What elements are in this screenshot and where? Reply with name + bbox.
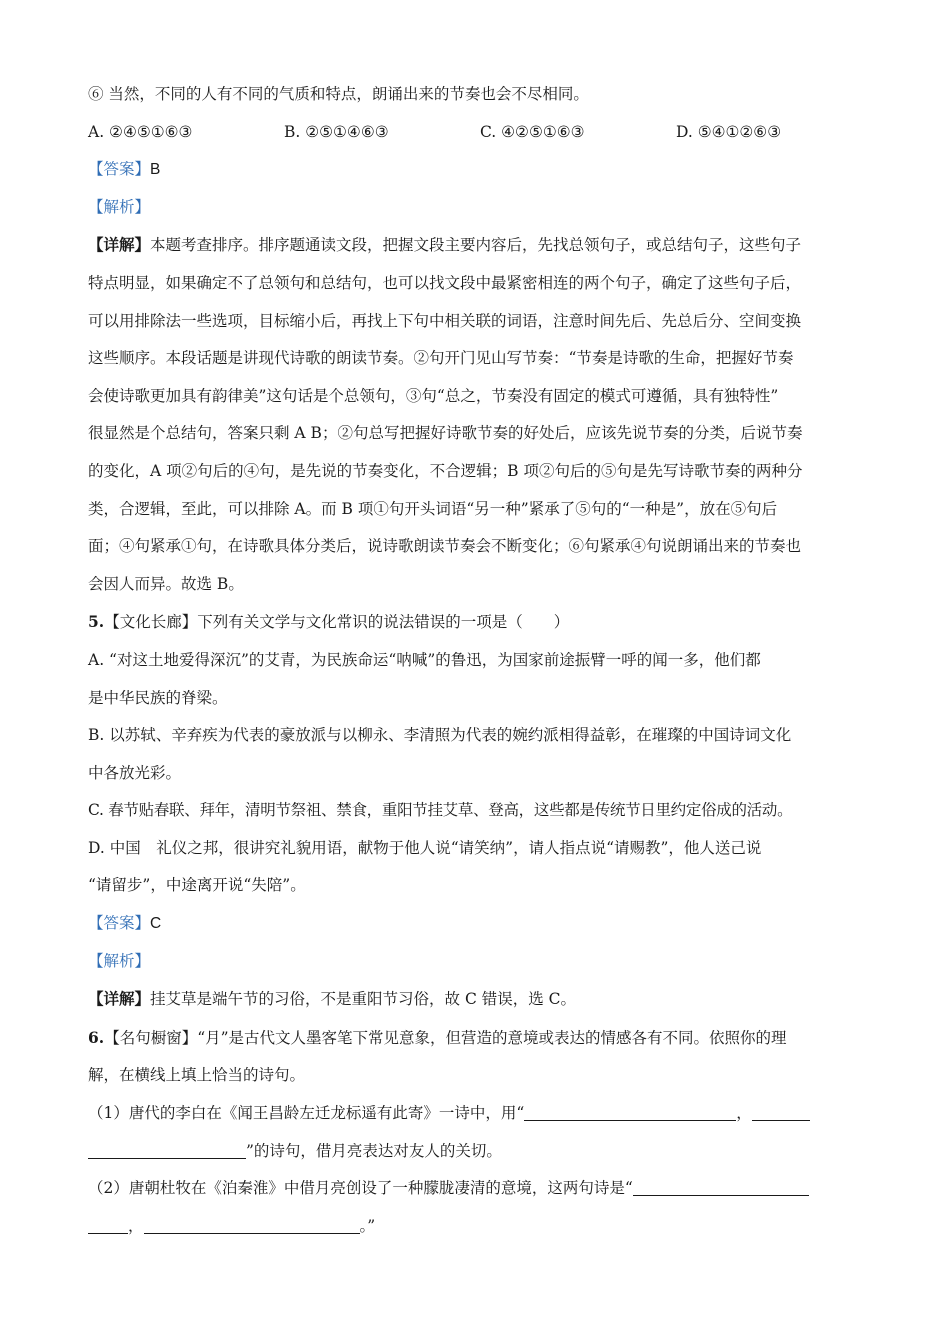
q4-detail-line-4: 这些顺序。本段话题是讲现代诗歌的朗读节奏。②句开门见山写节奏：“节奏是诗歌的生命，把握好节奏: [88, 349, 794, 368]
q5-option-d-line-1: D. 中国 礼仪之邦，很讲究礼貌用语，献物于他人说“请笑纳”，请人指点说“请赐教”，他人送己说: [88, 838, 762, 857]
q4-detail-line-3: 可以用排除法一些选项，目标缩小后，再找上下句中相关联的词语，注意时间先后、先总后分、空间变换: [88, 311, 802, 330]
q6-item1-suffix: ”的诗句，借月亮表达对友人的关切。: [246, 1141, 502, 1160]
q4-option-a: A. ②④⑤①⑥③: [88, 122, 193, 141]
q5-option-c: C. 春节贴春联、拜年，清明节祭祖、禁食，重阳节挂艾草、登高，这些都是传统节日里约定俗成的活动。: [88, 801, 793, 820]
q5-analysis-tag: 【解析】: [88, 951, 151, 970]
q6-tag: 【名句橱窗】: [104, 1028, 198, 1047]
q5-option-b-line-1: B. 以苏轼、辛弃疾为代表的豪放派与以柳永、李清照为代表的婉约派相得益彰，在璀璨的中国诗词文化: [88, 726, 792, 745]
q4-statement-6: ⑥ 当然，不同的人有不同的气质和特点，朗诵出来的节奏也会不尽相同。: [88, 85, 589, 103]
q5-tag: 【文化长廊】: [104, 613, 198, 632]
q6-item2-suffix: 。”: [359, 1216, 376, 1235]
q6-item1-line-1: [88, 1095, 866, 1133]
document-page: [88, 76, 866, 1245]
q4-analysis-tag: 【解析】: [88, 197, 151, 216]
q6-item2-line-2: [88, 1208, 866, 1246]
q6-stem-line-2: 解，在横线上填上恰当的诗句。: [88, 1066, 306, 1085]
q4-answer: B: [150, 161, 161, 179]
q4-detail-line-7: 的变化，A 项②句后的④句，是先说的节奏变化，不合逻辑；B 项②句后的⑤句是先写诗歌节奏的两种分: [88, 461, 803, 480]
q4-detail-line-2: 特点明显，如果确定不了总领句和总结句，也可以找文段中最紧密相连的两个句子，确定了这些句子后，: [88, 273, 802, 292]
q6-item2-comma: ，: [128, 1216, 144, 1235]
q6-stem-line-1: [88, 1019, 866, 1058]
q4-detail-line-1: [88, 226, 866, 265]
q6-item1-blank-1[interactable]: [524, 1104, 736, 1121]
q4-detail-text: 本题考查排序。排序题通读文段，把握文段主要内容后，先找总领句子，或总结句子，这些句子: [150, 236, 802, 255]
q5-option-a-line-2: 是中华民族的脊梁。: [88, 688, 228, 707]
q4-detail-line-5: 会使诗歌更加具有韵律美”这句话是个总领句，③句“总之，节奏没有固定的模式可遵循，具有独特性”: [88, 386, 779, 405]
q5-detail-tag: 【详解】: [88, 989, 151, 1009]
q5-answer-line: [88, 905, 866, 943]
q6-item2-blank-1a[interactable]: [633, 1179, 809, 1196]
q5-stem: [88, 603, 866, 642]
q6-item1-line-2: [88, 1133, 866, 1171]
q4-option-c: C. ④②⑤①⑥③: [480, 122, 585, 141]
q5-detail-text: 挂艾草是端午节的习俗，不是重阳节习俗，故 C 错误，选 C。: [150, 990, 577, 1009]
q4-detail-line-6: 很显然是个总结句，答案只剩 A B；②句总写把握好诗歌节奏的好处后，应该先说节奏的分类，后说节奏: [88, 424, 803, 443]
q5-answer-tag: 【答案】: [88, 914, 151, 933]
q6-item1-blank-2b[interactable]: [88, 1142, 246, 1159]
q6-item2-prefix: （2）唐朝杜牧在《泊秦淮》中借月亮创设了一种朦胧凄清的意境，这两句诗是“: [88, 1179, 633, 1198]
q5-answer: C: [150, 915, 162, 933]
q4-option-b: B. ②⑤①④⑥③: [284, 122, 389, 141]
q5-number: 5.: [88, 612, 105, 632]
q4-option-d: D. ⑤④①②⑥③: [676, 122, 782, 141]
q4-options: [88, 114, 866, 152]
q4-answer-line: [88, 151, 866, 189]
q5-option-d-line-2: “请留步”，中途离开说“失陪”。: [88, 876, 306, 895]
q6-stem-text-1: “月”是古代文人墨客笔下常见意象，但营造的意境或表达的情感各有不同。依照你的理: [197, 1028, 787, 1047]
q5-option-a-line-1: A. “对这土地爱得深沉”的艾青，为民族命运“呐喊”的鲁迅，为国家前途振臂一呼的闻一多，他们都: [88, 650, 761, 669]
q6-item2-blank-1b[interactable]: [88, 1217, 128, 1234]
q6-item2-line-1: [88, 1170, 866, 1208]
q5-detail-line: [88, 980, 866, 1019]
q4-detail-line-10: 会因人而异。故选 B。: [88, 574, 244, 593]
q5-stem-text: 下列有关文学与文化常识的说法错误的一项是（ ）: [197, 613, 570, 632]
q6-item1-comma: ，: [736, 1104, 752, 1123]
q6-item1-blank-2a[interactable]: [752, 1104, 810, 1121]
q6-item2-blank-2[interactable]: [144, 1217, 360, 1234]
q4-detail-line-9: 面；④句紧承①句，在诗歌具体分类后，说诗歌朗读节奏会不断变化；⑥句紧承④句说朗诵出来的节奏也: [88, 537, 802, 556]
q4-detail-tag: 【详解】: [88, 235, 151, 255]
q4-detail-line-8: 类，合逻辑，至此，可以排除 A。而 B 项①句开头词语“另一种”紧承了⑤句的“一种是”，放在⑤句后: [88, 499, 778, 518]
q6-number: 6.: [88, 1027, 105, 1047]
q5-option-b-line-2: 中各放光彩。: [88, 763, 182, 782]
q4-answer-tag: 【答案】: [88, 160, 151, 179]
q6-item1-prefix: （1）唐代的李白在《闻王昌龄左迁龙标遥有此寄》一诗中，用“: [88, 1104, 525, 1123]
